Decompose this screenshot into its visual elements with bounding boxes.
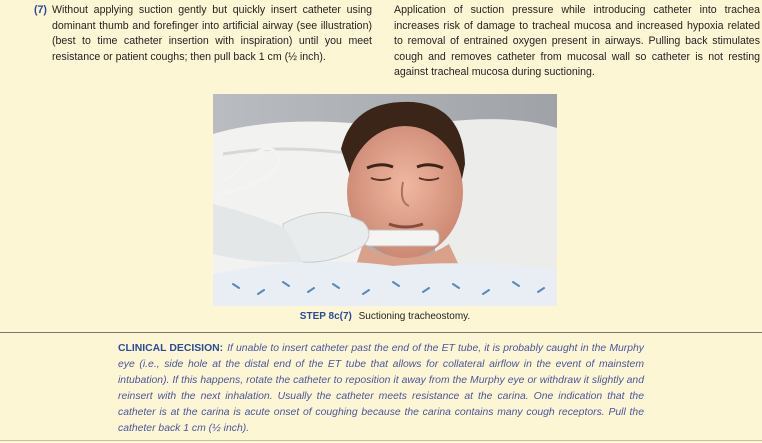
procedure-step xyxy=(0,0,762,88)
figure-label: STEP 8c(7) xyxy=(299,311,352,322)
bottom-divider xyxy=(0,440,762,441)
clinical-decision-box xyxy=(118,341,644,437)
step-rationale: Application of suction pressure while introducing catheter into trachea increases risk of damage to tracheal mucosa and increased hypoxia related to removal of entrained oxygen present in airways. Pulling back stimulates cough and removes catheter from mucosal wall so catheter is not resting against tracheal mucosa during suctioning. xyxy=(394,4,760,78)
step-action xyxy=(34,3,372,65)
step-action-text: Without applying suction gently but quickly insert catheter using dominant thumb and forefinger into artificial airway (see illustration) (best to time catheter insertion with inspiration) until you meet resistance or patient coughs; then pull back 1 cm (½ inch). xyxy=(52,4,372,63)
figure-caption-text: Suctioning tracheostomy. xyxy=(358,311,471,322)
section-divider xyxy=(0,332,762,333)
patient-illustration xyxy=(213,94,557,306)
step-number: (7) xyxy=(34,4,47,16)
suctioning-photo xyxy=(213,94,557,306)
clinical-decision-heading: CLINICAL DECISION: xyxy=(118,343,224,354)
figure-caption xyxy=(213,311,557,322)
clinical-decision-text: If unable to insert catheter past the end of the ET tube, it is probably caught in the Murphy eye (i.e., side hole at the distal end of the ET tube that allows for collateral airflow in the event of mainstem intubation). If this happens, rotate the catheter to reposition it away from the Murphy eye or withdraw it slightly and reinsert with the next inhalation. Usually the catheter meets resistance at the carina. One indication that the catheter is at the carina is acute onset of coughing because the carina contains many cough receptors. Pull the catheter back 1 cm (½ inch). xyxy=(118,343,644,434)
